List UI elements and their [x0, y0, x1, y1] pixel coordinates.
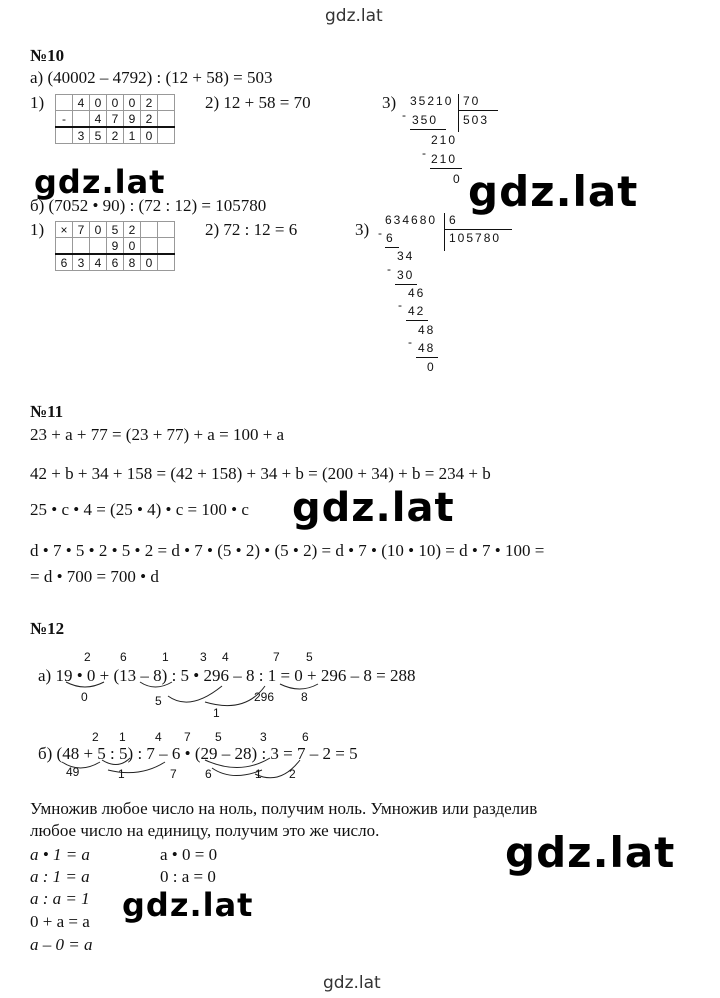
minus-sign: -	[378, 226, 382, 240]
grid-cell: 0	[141, 254, 158, 271]
task-10a-step2: 2) 12 + 58 = 70	[205, 93, 311, 112]
grid-cell: 9	[124, 111, 141, 128]
grid-cell: 0	[124, 238, 141, 255]
division-quotient: 105780	[449, 231, 502, 245]
task-11-title: №11	[30, 402, 64, 421]
task-11-line: d • 7 • 5 • 2 • 5 • 2 = d • 7 • (5 • 2) • (5 • 2) = d • 7 • (10 • 10) = d • 7 • 100 =	[30, 541, 545, 560]
step-result: 7	[170, 767, 177, 781]
division-subtrahend: 210	[431, 152, 458, 166]
task-10b-step1-label: 1)	[30, 220, 45, 239]
grid-cell: 0	[90, 222, 107, 238]
division-dividend: 35210	[410, 94, 454, 108]
order-number: 2	[84, 650, 91, 664]
fact: a • 0 = 0	[160, 845, 218, 864]
fact: a : 1 = a	[30, 867, 90, 886]
task-11-line: = d • 700 = 700 • d	[30, 567, 159, 586]
step-result: 49	[66, 765, 80, 779]
order-number: 5	[306, 650, 313, 664]
division-remainder: 0	[453, 172, 462, 186]
site-footer: gdz.lat	[323, 973, 381, 993]
order-number: 4	[155, 730, 162, 744]
grid-cell: 7	[73, 222, 90, 238]
grid-cell: 2	[124, 222, 141, 238]
fact: 0 + a = a	[30, 912, 90, 931]
watermark: gdz.lat	[34, 163, 166, 201]
minus-sign: -	[387, 262, 391, 276]
grid-cell: 0	[124, 95, 141, 111]
fact: a – 0 = a	[30, 935, 93, 954]
grid-cell: 2	[141, 111, 158, 128]
grid-cell: 6	[56, 254, 73, 271]
grid-cell: 6	[107, 254, 124, 271]
grid-cell: 4	[73, 95, 90, 111]
grid-cell: 3	[73, 127, 90, 144]
division-quotient: 503	[463, 113, 490, 127]
division-step: 48	[418, 323, 436, 337]
division-step: 0	[427, 360, 436, 374]
step-result: 1	[118, 767, 125, 781]
order-number: 5	[215, 730, 222, 744]
grid-cell: 1	[124, 127, 141, 144]
task-10b-expression: б) (7052 • 90) : (72 : 12) = 105780	[30, 196, 267, 215]
task-10b-step3-label: 3)	[355, 220, 370, 239]
division-dividend: 634680	[385, 213, 438, 227]
step-result: 5	[155, 694, 162, 708]
order-number: 1	[162, 650, 169, 664]
fact: 0 : a = 0	[160, 867, 216, 886]
order-number: 3	[200, 650, 207, 664]
grid-cell: ×	[56, 222, 73, 238]
order-number: 4	[222, 650, 229, 664]
task-10a-step3-label: 3)	[382, 93, 397, 112]
division-step: 6	[386, 231, 395, 245]
grid-cell: 0	[107, 95, 124, 111]
task-11-line: 23 + a + 77 = (23 + 77) + a = 100 + a	[30, 425, 285, 444]
step-result: 2	[289, 767, 296, 781]
order-number: 6	[120, 650, 127, 664]
division-step: 42	[408, 304, 426, 318]
task-12a-expression: а) 19 • 0 + (13 – 8) : 5 • 296 – 8 : 1 = 0 + 296 – 8 = 288	[38, 666, 416, 685]
task-11-line: 42 + b + 34 + 158 = (42 + 158) + 34 + b = (200 + 34) + b = 234 + b	[30, 464, 491, 483]
grid-cell: 7	[107, 111, 124, 128]
division-step: 30	[397, 268, 415, 282]
grid-cell: 8	[124, 254, 141, 271]
minus-sign: -	[398, 298, 402, 312]
task-10-title: №10	[30, 46, 65, 65]
watermark: gdz.lat	[468, 167, 639, 216]
order-number: 6	[302, 730, 309, 744]
task-10a-expression: а) (40002 – 4792) : (12 + 58) = 503	[30, 68, 273, 87]
minus-sign: -	[422, 146, 426, 160]
step-result: 1	[213, 706, 220, 720]
fact: a • 1 = a	[30, 845, 90, 864]
grid-cell: 3	[73, 254, 90, 271]
order-number: 1	[119, 730, 126, 744]
grid-cell: 4	[90, 254, 107, 271]
division-step: 46	[408, 286, 426, 300]
task-10a-step1-label: 1)	[30, 93, 45, 112]
rule-text: Умножив любое число на ноль, получим ноль. Умножив или разделив	[30, 799, 538, 818]
division-subtrahend: 350	[412, 113, 439, 127]
task-12b-expression: б) (48 + 5 : 5) : 7 – 6 • (29 – 28) : 3 = 7 – 2 = 5	[38, 744, 358, 763]
step-result: 0	[81, 690, 88, 704]
grid-cell: 2	[141, 95, 158, 111]
fact: a : a = 1	[30, 889, 90, 908]
order-number: 7	[184, 730, 191, 744]
minus-sign: -	[408, 335, 412, 349]
division-divisor: 70	[463, 94, 481, 108]
grid-cell: 9	[107, 238, 124, 255]
site-header: gdz.lat	[325, 6, 383, 26]
division-remainder: 210	[431, 133, 458, 147]
grid-cell: 0	[141, 127, 158, 144]
order-number: 3	[260, 730, 267, 744]
grid-cell: 2	[107, 127, 124, 144]
step-result: 1	[255, 767, 262, 781]
division-step: 48	[418, 341, 436, 355]
step-result: 8	[301, 690, 308, 704]
division-step: 34	[397, 249, 415, 263]
grid-cell: 5	[107, 222, 124, 238]
grid-cell: 4	[90, 111, 107, 128]
task-11-line: 25 • c • 4 = (25 • 4) • c = 100 • c	[30, 500, 249, 519]
minus-sign: -	[402, 108, 406, 122]
grid-cell: 5	[90, 127, 107, 144]
order-number: 7	[273, 650, 280, 664]
step-result: 296	[254, 690, 275, 704]
task-10b-step2: 2) 72 : 12 = 6	[205, 220, 298, 239]
task-12-title: №12	[30, 619, 65, 638]
order-number: 2	[92, 730, 99, 744]
watermark: gdz.lat	[505, 828, 676, 877]
grid-cell: -	[56, 111, 73, 128]
watermark: gdz.lat	[292, 485, 455, 531]
rule-text: любое число на единицу, получим это же число.	[30, 821, 380, 840]
step-result: 6	[205, 767, 212, 781]
grid-cell: 0	[90, 95, 107, 111]
watermark: gdz.lat	[122, 886, 254, 924]
division-divisor: 6	[449, 213, 458, 227]
